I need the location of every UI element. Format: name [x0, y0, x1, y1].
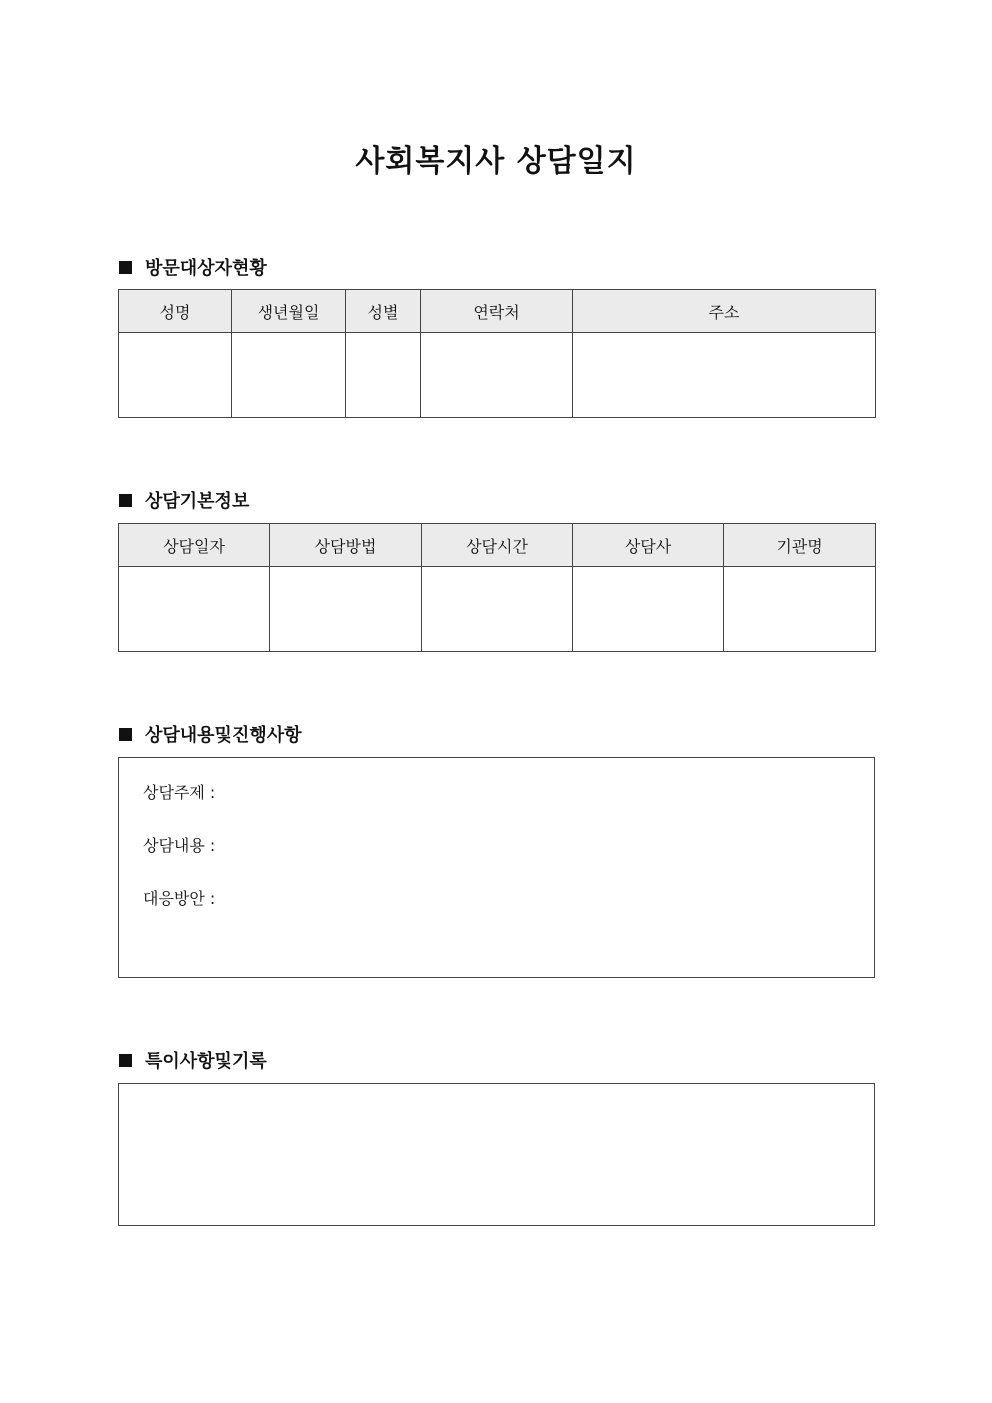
table-header-row	[119, 524, 876, 567]
header-name: 성명	[119, 290, 232, 333]
section-heading-notes	[119, 1047, 267, 1073]
cell-contact[interactable]	[421, 333, 573, 418]
section-heading-label: 상담내용및진행사항	[145, 725, 302, 746]
header-address: 주소	[573, 290, 876, 333]
header-organization: 기관명	[724, 524, 876, 567]
cell-method[interactable]	[270, 567, 422, 652]
cell-name[interactable]	[119, 333, 232, 418]
square-bullet-icon	[119, 261, 132, 274]
square-bullet-icon	[119, 728, 132, 741]
header-time: 상담시간	[422, 524, 573, 567]
section-heading-label: 특이사항및기록	[145, 1051, 267, 1072]
content-line-details: 상담내용 :	[143, 836, 216, 855]
table-row	[119, 333, 876, 418]
cell-organization[interactable]	[724, 567, 876, 652]
visitor-table	[118, 289, 876, 418]
document-title: 사회복지사 상담일지	[355, 144, 637, 179]
cell-birthdate[interactable]	[232, 333, 346, 418]
square-bullet-icon	[119, 1054, 132, 1067]
content-box[interactable]	[118, 757, 875, 978]
header-date: 상담일자	[119, 524, 270, 567]
square-bullet-icon	[119, 494, 132, 507]
section-heading-visitor	[119, 254, 267, 280]
notes-box[interactable]	[118, 1083, 875, 1226]
header-contact: 연락처	[421, 290, 573, 333]
cell-time[interactable]	[422, 567, 573, 652]
header-counselor: 상담사	[573, 524, 724, 567]
content-line-response: 대응방안 :	[143, 889, 216, 908]
table-row	[119, 567, 876, 652]
content-line-topic: 상담주제 :	[143, 783, 216, 802]
section-heading-basic	[119, 487, 249, 513]
header-method: 상담방법	[270, 524, 422, 567]
cell-date[interactable]	[119, 567, 270, 652]
section-heading-label: 방문대상자현황	[145, 258, 267, 279]
cell-gender[interactable]	[346, 333, 421, 418]
cell-address[interactable]	[573, 333, 876, 418]
table-header-row	[119, 290, 876, 333]
basic-info-table	[118, 523, 876, 652]
section-heading-label: 상담기본정보	[145, 491, 250, 512]
cell-counselor[interactable]	[573, 567, 724, 652]
section-heading-content	[119, 721, 302, 747]
header-gender: 성별	[346, 290, 421, 333]
header-birthdate: 생년월일	[232, 290, 346, 333]
